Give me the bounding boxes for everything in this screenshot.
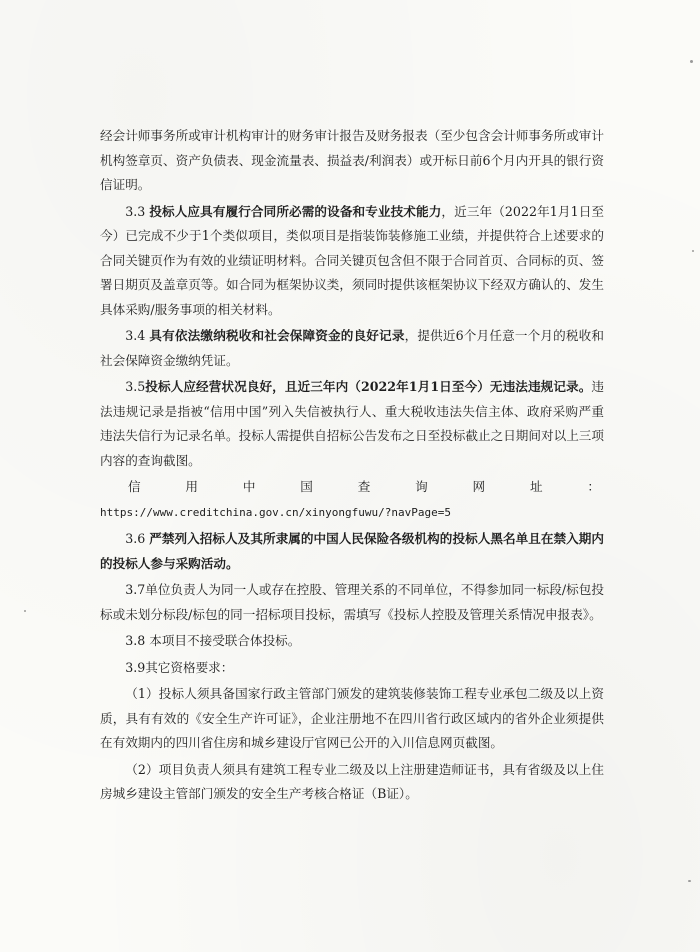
clause-number: 3.5 — [125, 379, 146, 394]
label-char: 信 — [128, 479, 141, 494]
label-char: 国 — [300, 479, 313, 494]
label-char: 用 — [185, 479, 199, 494]
requirement-item-2: （2）项目负责人须具有建筑工程专业二级及以上注册建造师证书，具有省级及以上住房城乡建设主管部门颁发的安全生产考核合格证（B证）。 — [100, 761, 604, 801]
label-char: 址 — [529, 479, 543, 494]
paragraph-3-7: 3.7单位负责人为同一人或存在控股、管理关系的不同单位，不得参加同一标段/标包投标或未划分标段/标包的同一招标项目投标，需填写《投标人控股及管理关系情况申报表》。 — [100, 582, 604, 622]
paragraph-3-3 — [100, 200, 604, 323]
clause-heading: 投标人应经营状况良好，且近三年内（2022年1月1日至今）无违法违规记录。 — [145, 379, 592, 394]
clause-heading: 投标人应具有履行合同所必需的设备和专业技术能力 — [149, 203, 442, 219]
scan-speck — [688, 880, 691, 882]
scan-speck — [690, 60, 693, 63]
credit-site-label — [100, 475, 604, 500]
scan-speck — [692, 250, 694, 252]
url-text: https://www.creditchina.gov.cn/xinyongfuwu/?navPage=5 — [100, 505, 451, 519]
label-char: 询 — [415, 479, 428, 494]
clause-text: 违法违规记录是指被“信用中国”列入失信被执行人、重大税收违法失信主体、政府采购严重违法失信行为记录名单。投标人需提供自招标公告发布之日至投标截止之日期间对以上三项内容的查询截图。 — [100, 379, 604, 468]
paragraph-financial-report: 经会计师事务所或审计机构审计的财务审计报告及财务报表（至少包含会计师事务所或审计机构签章页、资产负债表、现金流量表、损益表/利润表）或开标日前6个月内开具的银行资信证明。 — [100, 128, 604, 192]
paragraph-3-5 — [100, 375, 604, 473]
clause-heading: 严禁列入招标人及其所隶属的中国人民保险各级机构的投标人黑名单且在禁入期内的投标人参与采购活动。 — [100, 531, 604, 571]
label-char: 中 — [242, 479, 256, 494]
clause-number: 3.4 — [125, 328, 150, 343]
paragraph-3-6 — [100, 527, 604, 576]
credit-site-url — [100, 500, 604, 526]
clause-text: ，提供近6个月任意一个月的税收和社会保障资金缴纳凭证。 — [100, 328, 604, 368]
clause-text: ，近三年（2022年1月1日至今）已完成不少于1个类似项目，类似项目是指装饰装修施工业绩，并提供符合上述要求的合同关键页作为有效的业绩证明材料。合同关键页包含但不限于合同首页、合同标的页、签署日期页及盖章页等。如合同为框架协议类，须同时提供该框架协议下经双方确认的、发生具体采购/服务事项的相关材料。 — [100, 203, 604, 317]
clause-heading: 具有依法缴纳税收和社会保障资金的良好记录 — [149, 328, 405, 343]
clause-number: 3.3 — [125, 203, 150, 219]
paragraph-3-9: 3.9其它资格要求： — [125, 659, 234, 675]
scan-speck — [24, 610, 26, 612]
clause-number: 3.6 — [125, 531, 150, 546]
label-char: 网 — [472, 479, 486, 494]
paragraph-3-4 — [100, 324, 604, 373]
requirement-item-1: （1）投标人须具备国家行政主管部门颁发的建筑装修装饰工程专业承包二级及以上资质，具有有效的《安全生产许可证》，企业注册地不在四川省行政区域内的省外企业须提供在有效期内的四川省住房和城乡建设厅官网已公开的入川信息网页截图。 — [100, 686, 604, 750]
paragraph-3-8: 3.8 本项目不接受联合体投标。 — [125, 633, 301, 648]
label-char: 查 — [357, 479, 371, 494]
label-char: ： — [587, 479, 600, 494]
